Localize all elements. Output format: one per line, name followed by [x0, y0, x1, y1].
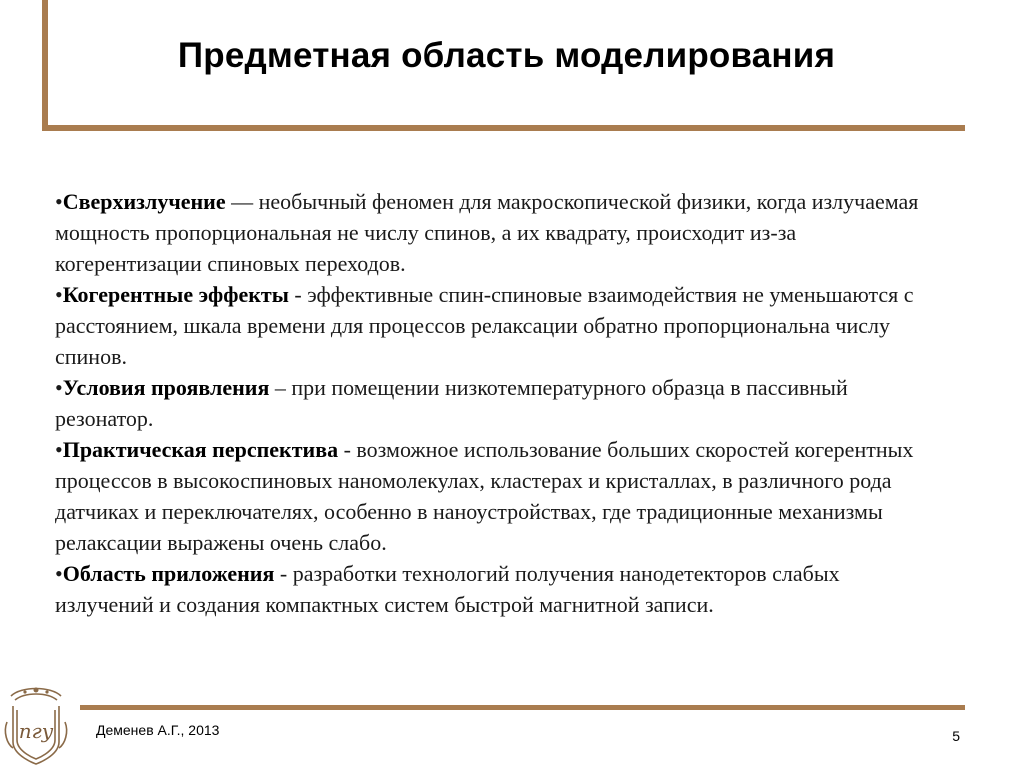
bullet-mark: •: [55, 561, 63, 586]
bullet-item-conditions: [55, 372, 940, 434]
bullet-text: – при помещении низкотемпературного образца в пассивный резонатор.: [55, 375, 848, 431]
slide-title: Предметная область моделирования: [177, 36, 836, 75]
bullet-item-superradiance: [55, 186, 940, 279]
bullet-item-application-area: [55, 558, 940, 620]
bullet-text: - возможное использование больших скоростей когерентных процессов в высокоспиновых наномолекулах, кластерах и кристаллах, в различного рода датчиках и переключателях, особенно в наноустройствах, где традиционные механизмы релаксации выражены очень слабо.: [55, 437, 914, 555]
bullet-mark: •: [55, 189, 63, 214]
bullet-mark: •: [55, 375, 63, 400]
bullet-term: Практическая перспектива: [62, 437, 339, 462]
footer-divider: [80, 705, 965, 710]
logo-monogram: пгу: [18, 719, 54, 743]
bullet-term: Когерентные эффекты: [62, 282, 289, 307]
slide-content: [55, 186, 940, 620]
bullet-term: Условия проявления: [62, 375, 270, 400]
bullet-item-practical-perspective: [55, 434, 940, 558]
bullet-text: - эффективные спин-спиновые взаимодействия не уменьшаются с расстоянием, шкала времени для процессов релаксации обратно пропорциональна числу спинов.: [55, 282, 914, 369]
bullet-term: Область приложения: [62, 561, 275, 586]
bullet-mark: •: [55, 437, 63, 462]
title-frame-bottom-bar: [42, 125, 965, 131]
university-crest-icon: [3, 682, 69, 768]
bullet-text: - разработки технологий получения нанодетекторов слабых излучений и создания компактных систем быстрой магнитной записи.: [55, 561, 840, 617]
bullet-term: Сверхизлучение: [62, 189, 226, 214]
bullet-text: — необычный феномен для макроскопической физики, когда излучаемая мощность пропорциональная не числу спинов, а их квадрату, происходит из-за когерентизации спиновых переходов.: [55, 189, 919, 276]
bullet-mark: •: [55, 282, 63, 307]
bullet-item-coherent-effects: [55, 279, 940, 372]
page-number: 5: [952, 728, 960, 744]
footer-author: Деменев А.Г., 2013: [96, 722, 220, 738]
